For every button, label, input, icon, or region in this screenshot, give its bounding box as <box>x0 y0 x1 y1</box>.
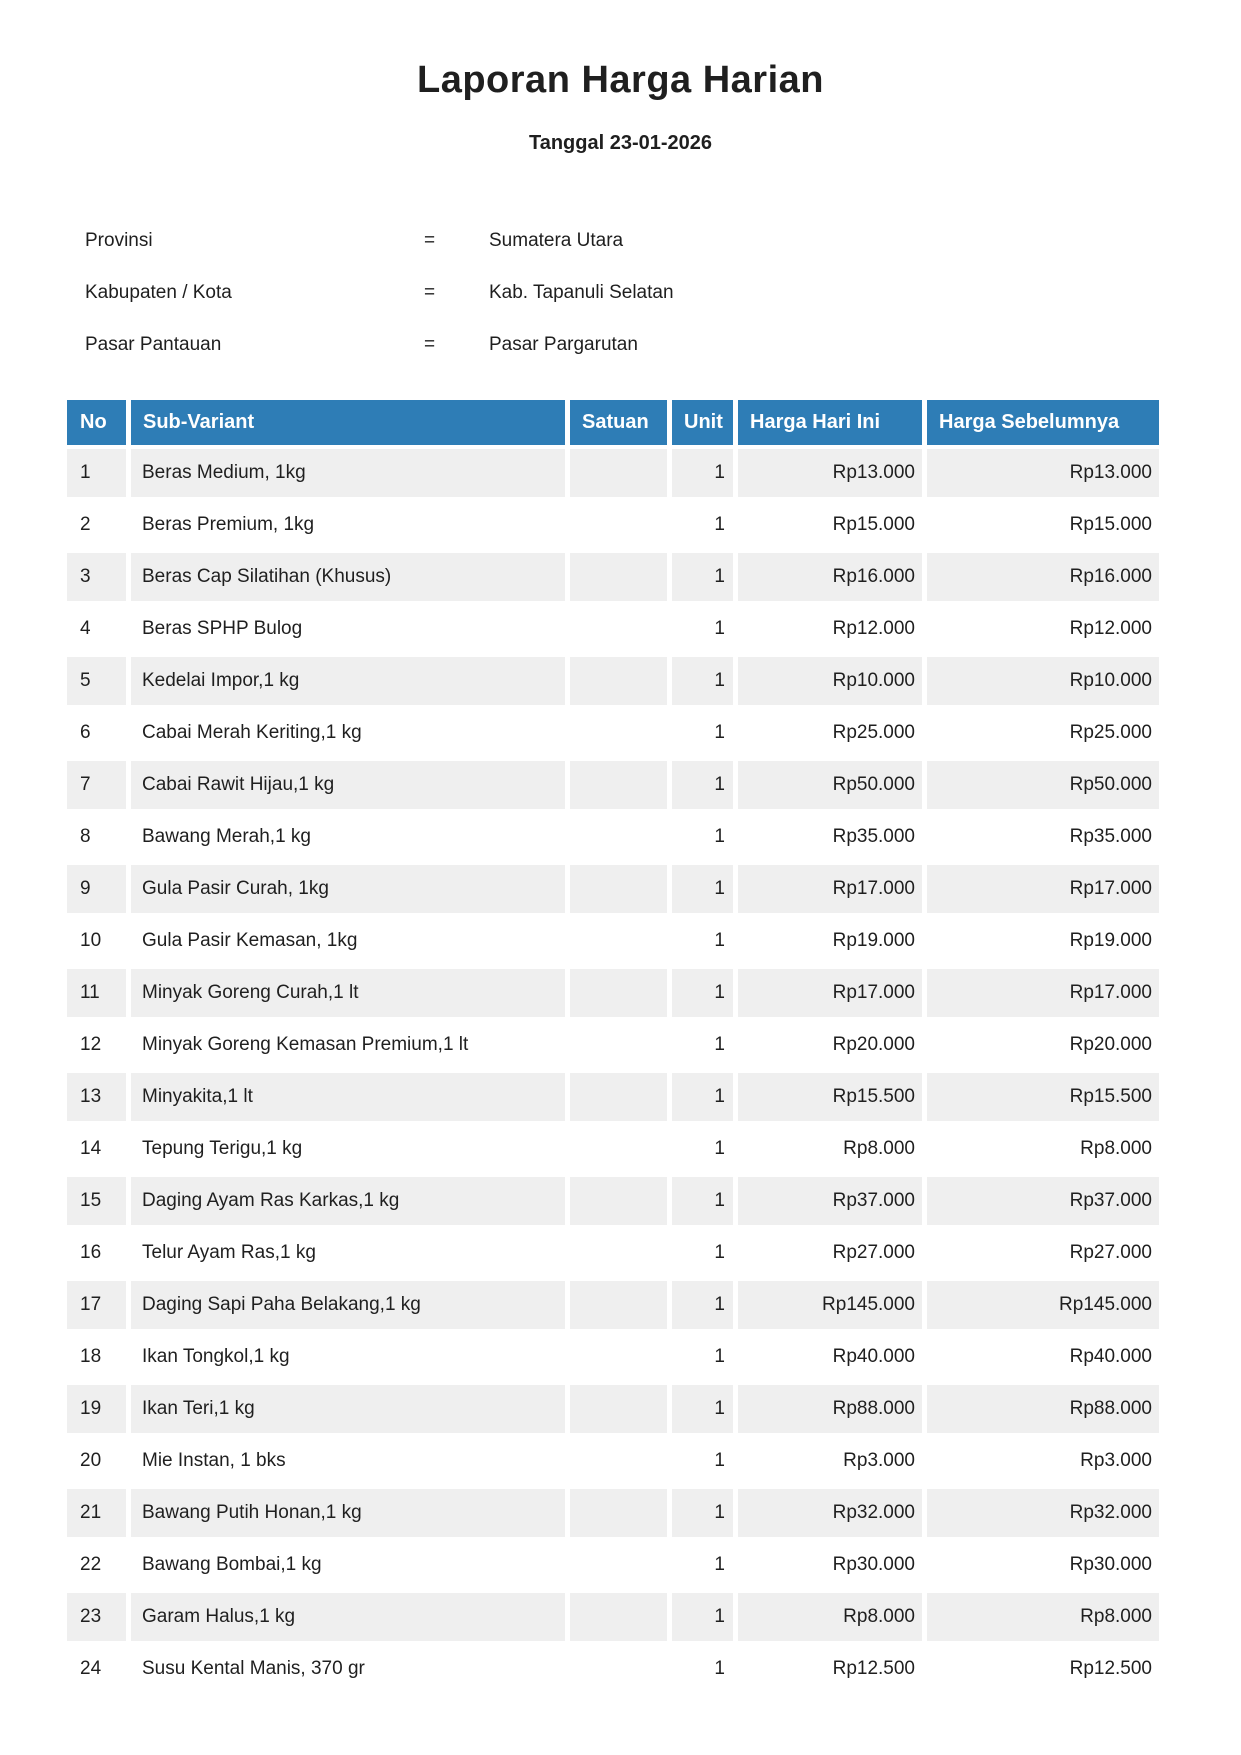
table-header-row <box>67 400 1159 445</box>
cell-row-number: 21 <box>67 1489 126 1537</box>
cell-harga-sebelumnya: Rp3.000 <box>1080 1449 1152 1471</box>
cell-unit: 1 <box>672 553 733 601</box>
table-row <box>67 969 1159 1017</box>
cell-row-number: 14 <box>80 1137 102 1159</box>
price-table <box>62 396 1164 1697</box>
cell-sub-variant: Ikan Tongkol,1 kg <box>142 1345 290 1367</box>
cell-satuan <box>570 761 667 809</box>
cell-sub-variant: Ikan Teri,1 kg <box>131 1385 565 1433</box>
cell-row-number: 24 <box>80 1657 102 1679</box>
cell-sub-variant: Minyak Goreng Kemasan Premium,1 lt <box>142 1033 469 1055</box>
cell-harga-hari-ini: Rp10.000 <box>738 657 922 705</box>
cell-harga-sebelumnya: Rp12.000 <box>1069 617 1152 639</box>
cell-harga-sebelumnya: Rp8.000 <box>927 1593 1159 1641</box>
cell-sub-variant: Telur Ayam Ras,1 kg <box>142 1241 316 1263</box>
table-row <box>67 657 1159 705</box>
cell-sub-variant: Bawang Putih Honan,1 kg <box>131 1489 565 1537</box>
cell-harga-hari-ini: Rp50.000 <box>738 761 922 809</box>
cell-harga-sebelumnya: Rp15.000 <box>1069 513 1152 535</box>
cell-satuan <box>570 917 667 965</box>
table-row <box>67 501 1159 549</box>
cell-unit: 1 <box>672 865 733 913</box>
cell-satuan <box>570 1073 667 1121</box>
cell-harga-hari-ini: Rp19.000 <box>832 929 915 951</box>
cell-row-number: 5 <box>67 657 126 705</box>
cell-harga-hari-ini: Rp88.000 <box>738 1385 922 1433</box>
cell-row-number: 7 <box>67 761 126 809</box>
cell-harga-sebelumnya: Rp88.000 <box>927 1385 1159 1433</box>
cell-sub-variant: Minyak Goreng Curah,1 lt <box>131 969 565 1017</box>
cell-satuan <box>570 657 667 705</box>
cell-harga-sebelumnya: Rp19.000 <box>1069 929 1152 951</box>
cell-satuan <box>570 813 667 861</box>
cell-unit: 1 <box>672 761 733 809</box>
cell-harga-sebelumnya: Rp30.000 <box>1069 1553 1152 1575</box>
cell-satuan <box>570 1229 667 1277</box>
cell-unit: 1 <box>672 1177 733 1225</box>
cell-unit: 1 <box>672 969 733 1017</box>
cell-unit: 1 <box>672 1073 733 1121</box>
table-row <box>67 1229 1159 1277</box>
cell-harga-sebelumnya: Rp145.000 <box>927 1281 1159 1329</box>
cell-harga-hari-ini: Rp8.000 <box>738 1593 922 1641</box>
cell-unit: 1 <box>714 1033 725 1055</box>
meta-label: Provinsi <box>85 229 153 251</box>
cell-unit: 1 <box>714 929 725 951</box>
cell-row-number: 13 <box>67 1073 126 1121</box>
cell-sub-variant: Cabai Rawit Hijau,1 kg <box>131 761 565 809</box>
cell-unit: 1 <box>714 825 725 847</box>
cell-satuan <box>570 1437 667 1485</box>
cell-harga-hari-ini: Rp30.000 <box>832 1553 915 1575</box>
cell-sub-variant: Beras Medium, 1kg <box>131 449 565 497</box>
table-row <box>67 605 1159 653</box>
cell-row-number: 22 <box>80 1553 102 1575</box>
cell-sub-variant: Kedelai Impor,1 kg <box>131 657 565 705</box>
cell-unit: 1 <box>672 657 733 705</box>
cell-unit: 1 <box>714 1241 725 1263</box>
meta-label: Kabupaten / Kota <box>85 281 232 303</box>
cell-sub-variant: Beras Cap Silatihan (Khusus) <box>131 553 565 601</box>
column-header-satuan: Satuan <box>570 400 667 445</box>
table-row <box>67 1593 1159 1641</box>
cell-sub-variant: Gula Pasir Curah, 1kg <box>131 865 565 913</box>
cell-row-number: 18 <box>80 1345 102 1367</box>
cell-satuan <box>570 865 667 913</box>
cell-harga-hari-ini: Rp17.000 <box>738 969 922 1017</box>
cell-row-number: 20 <box>80 1449 102 1471</box>
cell-row-number: 17 <box>67 1281 126 1329</box>
cell-harga-sebelumnya: Rp50.000 <box>927 761 1159 809</box>
page-subtitle: Tanggal 23-01-2026 <box>528 131 713 154</box>
cell-harga-hari-ini: Rp27.000 <box>832 1241 915 1263</box>
price-table-body <box>67 449 1159 1693</box>
meta-value: Pasar Pargarutan <box>489 333 638 355</box>
cell-harga-hari-ini: Rp40.000 <box>832 1345 915 1367</box>
cell-sub-variant: Bawang Bombai,1 kg <box>142 1553 322 1575</box>
table-row <box>67 1385 1159 1433</box>
cell-harga-sebelumnya: Rp13.000 <box>927 449 1159 497</box>
cell-harga-sebelumnya: Rp17.000 <box>927 969 1159 1017</box>
column-header-unit: Unit <box>672 400 733 445</box>
cell-row-number: 19 <box>67 1385 126 1433</box>
cell-unit: 1 <box>672 449 733 497</box>
cell-harga-hari-ini: Rp3.000 <box>843 1449 915 1471</box>
cell-harga-hari-ini: Rp15.000 <box>832 513 915 535</box>
cell-satuan <box>570 605 667 653</box>
table-row <box>67 1125 1159 1173</box>
column-header-sub-variant: Sub-Variant <box>131 400 565 445</box>
cell-sub-variant: Tepung Terigu,1 kg <box>142 1137 303 1159</box>
cell-unit: 1 <box>714 513 725 535</box>
cell-satuan <box>570 1541 667 1589</box>
page-title: Laporan Harga Harian <box>417 59 824 101</box>
cell-harga-sebelumnya: Rp8.000 <box>1080 1137 1152 1159</box>
cell-harga-hari-ini: Rp12.000 <box>832 617 915 639</box>
cell-harga-sebelumnya: Rp10.000 <box>927 657 1159 705</box>
cell-satuan <box>570 1177 667 1225</box>
cell-harga-sebelumnya: Rp25.000 <box>1069 721 1152 743</box>
table-row <box>67 553 1159 601</box>
meta-equals-sign: = <box>424 281 436 303</box>
table-row <box>67 1541 1159 1589</box>
table-row <box>67 761 1159 809</box>
cell-row-number: 2 <box>80 513 91 535</box>
cell-satuan <box>570 1489 667 1537</box>
cell-satuan <box>570 1645 667 1693</box>
meta-value: Kab. Tapanuli Selatan <box>489 281 674 303</box>
cell-row-number: 12 <box>80 1033 102 1055</box>
meta-row-pasar <box>85 319 1241 371</box>
cell-harga-hari-ini: Rp32.000 <box>738 1489 922 1537</box>
cell-sub-variant: Susu Kental Manis, 370 gr <box>142 1657 365 1679</box>
cell-unit: 1 <box>714 1449 725 1471</box>
cell-row-number: 11 <box>67 969 126 1017</box>
cell-harga-sebelumnya: Rp15.500 <box>927 1073 1159 1121</box>
table-row <box>67 1281 1159 1329</box>
cell-satuan <box>570 709 667 757</box>
cell-satuan <box>570 1385 667 1433</box>
cell-sub-variant: Mie Instan, 1 bks <box>142 1449 286 1471</box>
cell-satuan <box>570 553 667 601</box>
meta-equals-sign: = <box>424 333 436 355</box>
table-row <box>67 1645 1159 1693</box>
table-row <box>67 1177 1159 1225</box>
cell-unit: 1 <box>672 1489 733 1537</box>
cell-row-number: 23 <box>67 1593 126 1641</box>
cell-satuan <box>570 449 667 497</box>
cell-harga-hari-ini: Rp25.000 <box>832 721 915 743</box>
table-row <box>67 865 1159 913</box>
meta-row-provinsi <box>85 215 1241 267</box>
cell-harga-hari-ini: Rp20.000 <box>832 1033 915 1055</box>
cell-harga-hari-ini: Rp12.500 <box>832 1657 915 1679</box>
cell-unit: 1 <box>714 1345 725 1367</box>
cell-row-number: 4 <box>80 617 91 639</box>
cell-harga-sebelumnya: Rp12.500 <box>1069 1657 1152 1679</box>
cell-sub-variant: Daging Ayam Ras Karkas,1 kg <box>131 1177 565 1225</box>
cell-harga-sebelumnya: Rp20.000 <box>1069 1033 1152 1055</box>
cell-row-number: 9 <box>67 865 126 913</box>
column-header-no: No <box>67 400 126 445</box>
cell-unit: 1 <box>672 1281 733 1329</box>
meta-equals-sign: = <box>424 229 436 251</box>
cell-satuan <box>570 1593 667 1641</box>
cell-row-number: 8 <box>80 825 91 847</box>
cell-sub-variant: Bawang Merah,1 kg <box>142 825 311 847</box>
cell-harga-sebelumnya: Rp16.000 <box>927 553 1159 601</box>
cell-harga-hari-ini: Rp145.000 <box>738 1281 922 1329</box>
cell-harga-hari-ini: Rp17.000 <box>738 865 922 913</box>
cell-unit: 1 <box>714 1553 725 1575</box>
cell-satuan <box>570 969 667 1017</box>
meta-value: Sumatera Utara <box>489 229 624 251</box>
cell-harga-sebelumnya: Rp35.000 <box>1069 825 1152 847</box>
cell-satuan <box>570 1333 667 1381</box>
meta-row-kabupaten <box>85 267 1241 319</box>
cell-unit: 1 <box>714 1137 725 1159</box>
table-row <box>67 709 1159 757</box>
cell-unit: 1 <box>714 1657 725 1679</box>
table-row <box>67 813 1159 861</box>
cell-harga-sebelumnya: Rp17.000 <box>927 865 1159 913</box>
table-row <box>67 1073 1159 1121</box>
cell-row-number: 3 <box>67 553 126 601</box>
cell-harga-hari-ini: Rp13.000 <box>738 449 922 497</box>
cell-sub-variant: Gula Pasir Kemasan, 1kg <box>142 929 358 951</box>
cell-sub-variant: Beras Premium, 1kg <box>142 513 315 535</box>
cell-harga-sebelumnya: Rp32.000 <box>927 1489 1159 1537</box>
cell-harga-sebelumnya: Rp40.000 <box>1069 1345 1152 1367</box>
cell-harga-hari-ini: Rp16.000 <box>738 553 922 601</box>
cell-row-number: 16 <box>80 1241 102 1263</box>
cell-row-number: 1 <box>67 449 126 497</box>
column-header-harga-hari-ini: Harga Hari Ini <box>738 400 922 445</box>
cell-harga-sebelumnya: Rp37.000 <box>927 1177 1159 1225</box>
cell-satuan <box>570 1125 667 1173</box>
cell-satuan <box>570 501 667 549</box>
cell-row-number: 6 <box>80 721 91 743</box>
cell-unit: 1 <box>672 1385 733 1433</box>
table-row <box>67 1333 1159 1381</box>
cell-harga-hari-ini: Rp35.000 <box>832 825 915 847</box>
table-row <box>67 449 1159 497</box>
cell-harga-hari-ini: Rp8.000 <box>843 1137 915 1159</box>
cell-row-number: 10 <box>80 929 102 951</box>
cell-unit: 1 <box>714 721 725 743</box>
cell-sub-variant: Minyakita,1 lt <box>131 1073 565 1121</box>
meta-label: Pasar Pantauan <box>85 333 222 355</box>
table-row <box>67 1021 1159 1069</box>
cell-unit: 1 <box>714 617 725 639</box>
cell-row-number: 15 <box>67 1177 126 1225</box>
cell-unit: 1 <box>672 1593 733 1641</box>
cell-sub-variant: Garam Halus,1 kg <box>131 1593 565 1641</box>
cell-sub-variant: Beras SPHP Bulog <box>142 617 303 639</box>
cell-satuan <box>570 1281 667 1329</box>
cell-harga-hari-ini: Rp15.500 <box>738 1073 922 1121</box>
cell-sub-variant: Cabai Merah Keriting,1 kg <box>142 721 362 743</box>
cell-sub-variant: Daging Sapi Paha Belakang,1 kg <box>131 1281 565 1329</box>
table-row <box>67 1437 1159 1485</box>
cell-harga-hari-ini: Rp37.000 <box>738 1177 922 1225</box>
table-row <box>67 917 1159 965</box>
meta-block <box>85 215 1241 371</box>
cell-satuan <box>570 1021 667 1069</box>
table-row <box>67 1489 1159 1537</box>
cell-harga-sebelumnya: Rp27.000 <box>1069 1241 1152 1263</box>
column-header-harga-sebelumnya: Harga Sebelumnya <box>927 400 1159 445</box>
